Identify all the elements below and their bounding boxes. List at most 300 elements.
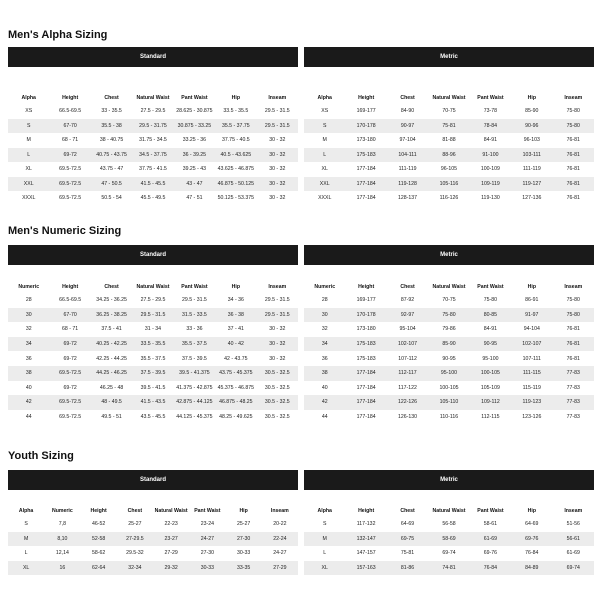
table-cell: 50.5 - 54 bbox=[91, 191, 132, 206]
table-row bbox=[8, 133, 298, 148]
table-cell: 123-126 bbox=[511, 410, 552, 425]
table-cell: 111-115 bbox=[511, 366, 552, 381]
table-cell: 87-92 bbox=[387, 293, 428, 308]
table-cell: 77-83 bbox=[553, 395, 594, 410]
table-cell: 70-75 bbox=[428, 104, 469, 119]
table-row bbox=[304, 561, 594, 576]
table-cell: 58-69 bbox=[428, 532, 469, 547]
column-header: Numeric bbox=[18, 283, 40, 290]
table-cell: 170-178 bbox=[345, 119, 386, 134]
table-cell: 78-84 bbox=[470, 119, 511, 134]
table-cell: 32 bbox=[8, 322, 49, 337]
table-cell: 42.25 - 44.25 bbox=[91, 351, 132, 366]
table-cell: 7,8 bbox=[44, 517, 80, 532]
table-cell: 107-112 bbox=[387, 351, 428, 366]
table-cell: 31.5 - 33.5 bbox=[174, 308, 215, 323]
column-header: Hip bbox=[527, 507, 536, 514]
table-cell: 157-163 bbox=[345, 561, 386, 576]
table-cell: 34 bbox=[8, 337, 49, 352]
column-header: Hip bbox=[231, 283, 240, 290]
table-cell: 116-126 bbox=[428, 191, 469, 206]
table-cell: 27-29.5 bbox=[117, 532, 153, 547]
table-cell: 75-80 bbox=[428, 308, 469, 323]
column-header: Pant Waist bbox=[194, 507, 221, 514]
table-cell: 69-72 bbox=[49, 381, 90, 396]
table-cell: 66.5-69.5 bbox=[49, 293, 90, 308]
table-band-title: Metric bbox=[304, 245, 594, 265]
table-row bbox=[8, 546, 298, 561]
table-cell: 40 bbox=[8, 381, 49, 396]
header-row bbox=[304, 67, 594, 104]
table-cell: 29.5-32 bbox=[117, 546, 153, 561]
table-cell: 37.5 - 39.5 bbox=[174, 351, 215, 366]
table-cell: 34 - 36 bbox=[215, 293, 256, 308]
table-cell: 119-123 bbox=[511, 395, 552, 410]
table-cell: M bbox=[304, 532, 345, 547]
table-cell: 86-91 bbox=[511, 293, 552, 308]
table-cell: 61-69 bbox=[553, 546, 594, 561]
table-cell: 76-81 bbox=[553, 351, 594, 366]
table-cell: 67-70 bbox=[49, 119, 90, 134]
table-cell: 22-24 bbox=[262, 532, 298, 547]
table-cell: 84-90 bbox=[387, 104, 428, 119]
column-header: Chest bbox=[104, 94, 119, 101]
table-cell: S bbox=[8, 517, 44, 532]
table-row bbox=[8, 561, 298, 576]
table-cell: 35.5 - 38 bbox=[91, 119, 132, 134]
table-row bbox=[8, 351, 298, 366]
table-cell: 30 bbox=[8, 308, 49, 323]
table-row bbox=[304, 532, 594, 547]
table-cell: 41.375 - 42.875 bbox=[174, 381, 215, 396]
table-cell: 58-61 bbox=[470, 517, 511, 532]
table-cell: XL bbox=[8, 561, 44, 576]
table-cell: 45.5 - 49.5 bbox=[132, 191, 173, 206]
table-cell: 30 - 32 bbox=[257, 177, 298, 192]
table-cell: 45.375 - 46.875 bbox=[215, 381, 256, 396]
table-cell: 100-105 bbox=[470, 366, 511, 381]
table-cell: 29.5 - 31.5 bbox=[257, 119, 298, 134]
table-cell: 51-56 bbox=[553, 517, 594, 532]
table-cell: 127-136 bbox=[511, 191, 552, 206]
table-cell: 112-117 bbox=[387, 366, 428, 381]
table-cell: XL bbox=[8, 162, 49, 177]
table-row bbox=[304, 366, 594, 381]
table-cell: 117-122 bbox=[387, 381, 428, 396]
table-cell: 95-100 bbox=[428, 366, 469, 381]
table-cell: 27-29 bbox=[262, 561, 298, 576]
table-cell: 33 - 36 bbox=[174, 322, 215, 337]
column-header: Natural Waist bbox=[432, 283, 466, 290]
column-header: Natural Waist bbox=[154, 507, 188, 514]
table-cell: 97-104 bbox=[387, 133, 428, 148]
column-header: Pant Waist bbox=[181, 283, 208, 290]
table-row bbox=[304, 337, 594, 352]
column-header: Chest bbox=[400, 507, 415, 514]
table-cell: 25-27 bbox=[117, 517, 153, 532]
table-row bbox=[8, 293, 298, 308]
table-cell: 119-130 bbox=[470, 191, 511, 206]
table-cell: L bbox=[304, 148, 345, 163]
column-header: Alpha bbox=[21, 94, 36, 101]
table-cell: 37.5 - 41 bbox=[91, 322, 132, 337]
table-cell: 24-27 bbox=[262, 546, 298, 561]
table-cell: 90-97 bbox=[387, 119, 428, 134]
table-cell: 28 bbox=[8, 293, 49, 308]
table-cell: 76-84 bbox=[470, 561, 511, 576]
mens-numeric-standard-table bbox=[8, 245, 298, 424]
table-row bbox=[8, 104, 298, 119]
table-cell: 76-81 bbox=[553, 337, 594, 352]
table-cell: S bbox=[304, 119, 345, 134]
table-cell: M bbox=[8, 532, 44, 547]
table-band-title: Standard bbox=[8, 245, 298, 265]
table-cell: 169-177 bbox=[345, 293, 386, 308]
table-cell: 46-52 bbox=[81, 517, 117, 532]
table-cell: L bbox=[304, 546, 345, 561]
table-cell: 102-107 bbox=[387, 337, 428, 352]
table-cell: 35.5 - 37.75 bbox=[215, 119, 256, 134]
column-header: Numeric bbox=[51, 507, 73, 514]
table-cell: 170-178 bbox=[345, 308, 386, 323]
column-header: Natural Waist bbox=[136, 94, 170, 101]
table-cell: 79-86 bbox=[428, 322, 469, 337]
table-cell: XXXL bbox=[8, 191, 49, 206]
table-cell: 29-32 bbox=[153, 561, 189, 576]
table-cell: 69-76 bbox=[511, 532, 552, 547]
mens-numeric-title: Men's Numeric Sizing bbox=[8, 225, 122, 237]
table-cell: 30 - 32 bbox=[257, 351, 298, 366]
column-header: Inseam bbox=[564, 94, 583, 101]
table-row bbox=[8, 337, 298, 352]
table-cell: 94-104 bbox=[511, 322, 552, 337]
table-cell: 30 - 32 bbox=[257, 191, 298, 206]
column-header: Numeric bbox=[314, 283, 336, 290]
youth-metric-table bbox=[304, 470, 594, 575]
table-cell: 33.5 - 35.5 bbox=[132, 337, 173, 352]
table-cell: 111-119 bbox=[511, 162, 552, 177]
table-cell: 47 - 51 bbox=[174, 191, 215, 206]
table-cell: 44.25 - 46.25 bbox=[91, 366, 132, 381]
table-cell: 64-69 bbox=[387, 517, 428, 532]
header-row bbox=[304, 265, 594, 293]
table-cell: 29.5 - 31.5 bbox=[257, 104, 298, 119]
table-cell: 175-183 bbox=[345, 337, 386, 352]
table-cell: XS bbox=[304, 104, 345, 119]
table-cell: 177-184 bbox=[345, 395, 386, 410]
table-cell: 76-81 bbox=[553, 148, 594, 163]
table-cell: S bbox=[8, 119, 49, 134]
table-cell: 76-81 bbox=[553, 162, 594, 177]
table-cell: 52-58 bbox=[81, 532, 117, 547]
table-row bbox=[304, 191, 594, 206]
column-header: Chest bbox=[400, 94, 415, 101]
table-row bbox=[8, 517, 298, 532]
table-cell: 29.5 - 31.75 bbox=[132, 119, 173, 134]
table-cell: XS bbox=[8, 104, 49, 119]
column-header: Natural Waist bbox=[432, 94, 466, 101]
table-cell: 69-72 bbox=[49, 148, 90, 163]
table-cell: 68 - 71 bbox=[49, 322, 90, 337]
table-cell: 177-184 bbox=[345, 410, 386, 425]
mens-alpha-metric-table bbox=[304, 47, 594, 206]
table-band-title: Metric bbox=[304, 47, 594, 67]
table-cell: 73-78 bbox=[470, 104, 511, 119]
table-cell: 22-23 bbox=[153, 517, 189, 532]
table-cell: M bbox=[8, 133, 49, 148]
table-cell: 43.75 - 47 bbox=[91, 162, 132, 177]
table-cell: 32 bbox=[304, 322, 345, 337]
table-cell: 88-96 bbox=[428, 148, 469, 163]
column-header: Alpha bbox=[317, 94, 332, 101]
table-cell: 76-81 bbox=[553, 133, 594, 148]
table-cell: 44 bbox=[8, 410, 49, 425]
table-cell: 36 bbox=[8, 351, 49, 366]
table-cell: 30.5 - 32.5 bbox=[257, 381, 298, 396]
table-cell: 69-72 bbox=[49, 337, 90, 352]
table-row bbox=[304, 162, 594, 177]
table-cell: 23-24 bbox=[189, 517, 225, 532]
table-cell: 30 - 32 bbox=[257, 133, 298, 148]
table-cell: 8,10 bbox=[44, 532, 80, 547]
table-row bbox=[304, 410, 594, 425]
table-cell: 84-91 bbox=[470, 322, 511, 337]
table-cell: 31.75 - 34.5 bbox=[132, 133, 173, 148]
column-header: Inseam bbox=[268, 94, 287, 101]
table-cell: 30.5 - 32.5 bbox=[257, 395, 298, 410]
table-cell: 69-74 bbox=[428, 546, 469, 561]
column-header: Natural Waist bbox=[136, 283, 170, 290]
table-cell: 117-132 bbox=[345, 517, 386, 532]
table-cell: 12,14 bbox=[44, 546, 80, 561]
table-cell: 173-180 bbox=[345, 322, 386, 337]
table-cell: 44 bbox=[304, 410, 345, 425]
table-cell: 40 - 42 bbox=[215, 337, 256, 352]
table-cell: 128-137 bbox=[387, 191, 428, 206]
column-header: Chest bbox=[400, 283, 415, 290]
table-cell: 30.5 - 32.5 bbox=[257, 366, 298, 381]
table-row bbox=[8, 532, 298, 547]
table-cell: 69.5-72.5 bbox=[49, 395, 90, 410]
table-cell: 90-95 bbox=[470, 337, 511, 352]
table-cell: 30.875 - 33.25 bbox=[174, 119, 215, 134]
table-cell: 96-105 bbox=[428, 162, 469, 177]
table-cell: 43.75 - 45.375 bbox=[215, 366, 256, 381]
table-cell: 75-80 bbox=[553, 119, 594, 134]
table-cell: 68 - 71 bbox=[49, 133, 90, 148]
table-cell: XXXL bbox=[304, 191, 345, 206]
table-cell: L bbox=[8, 148, 49, 163]
table-cell: 37.75 - 41.5 bbox=[132, 162, 173, 177]
column-header: Alpha bbox=[18, 507, 34, 514]
table-cell: 40 bbox=[304, 381, 345, 396]
table-cell: 46.875 - 48.25 bbox=[215, 395, 256, 410]
table-cell: 77-83 bbox=[553, 410, 594, 425]
column-header: Height bbox=[90, 507, 107, 514]
table-cell: 76-81 bbox=[553, 191, 594, 206]
mens-alpha-standard-table bbox=[8, 47, 298, 206]
table-cell: 28 bbox=[304, 293, 345, 308]
column-header: Inseam bbox=[564, 283, 583, 290]
table-cell: 177-184 bbox=[345, 162, 386, 177]
table-cell: 90-95 bbox=[428, 351, 469, 366]
table-cell: 46.25 - 48 bbox=[91, 381, 132, 396]
table-cell: 25-27 bbox=[226, 517, 262, 532]
table-row bbox=[304, 395, 594, 410]
table-cell: 64-69 bbox=[511, 517, 552, 532]
table-cell: 169-177 bbox=[345, 104, 386, 119]
table-cell: 119-128 bbox=[387, 177, 428, 192]
table-cell: 104-111 bbox=[387, 148, 428, 163]
table-cell: 77-83 bbox=[553, 381, 594, 396]
table-cell: 30 - 32 bbox=[257, 148, 298, 163]
table-cell: 37 - 41 bbox=[215, 322, 256, 337]
table-row bbox=[8, 162, 298, 177]
table-cell: 69.5-72.5 bbox=[49, 162, 90, 177]
table-cell: 56-58 bbox=[428, 517, 469, 532]
table-cell: 29.5 - 31.5 bbox=[257, 308, 298, 323]
column-header: Height bbox=[358, 283, 375, 290]
table-cell: 41.5 - 45.5 bbox=[132, 177, 173, 192]
table-cell: 27-30 bbox=[189, 546, 225, 561]
table-cell: 75-81 bbox=[387, 546, 428, 561]
table-cell: 75-80 bbox=[553, 293, 594, 308]
table-row bbox=[304, 104, 594, 119]
table-cell: 58-62 bbox=[81, 546, 117, 561]
table-row bbox=[8, 322, 298, 337]
table-cell: 112-115 bbox=[470, 410, 511, 425]
column-header: Chest bbox=[104, 283, 119, 290]
table-cell: 36 - 39.25 bbox=[174, 148, 215, 163]
column-header: Pant Waist bbox=[477, 94, 504, 101]
table-cell: 30.5 - 32.5 bbox=[257, 410, 298, 425]
table-cell: 84-89 bbox=[511, 561, 552, 576]
table-cell: 38 bbox=[304, 366, 345, 381]
table-cell: 76-81 bbox=[553, 177, 594, 192]
table-cell: L bbox=[8, 546, 44, 561]
table-cell: 27-30 bbox=[226, 532, 262, 547]
table-cell: 39.5 - 41.5 bbox=[132, 381, 173, 396]
table-cell: 42 - 43.75 bbox=[215, 351, 256, 366]
table-cell: 40.5 - 43.625 bbox=[215, 148, 256, 163]
table-cell: 102-107 bbox=[511, 337, 552, 352]
table-cell: XXL bbox=[8, 177, 49, 192]
table-cell: 92-97 bbox=[387, 308, 428, 323]
table-cell: 46.875 - 50.125 bbox=[215, 177, 256, 192]
table-cell: 35.5 - 37.5 bbox=[174, 337, 215, 352]
table-cell: 177-184 bbox=[345, 366, 386, 381]
column-header: Height bbox=[62, 94, 79, 101]
column-header: Pant Waist bbox=[477, 507, 504, 514]
table-cell: 96-103 bbox=[511, 133, 552, 148]
column-header: Chest bbox=[127, 507, 143, 514]
table-cell: 36.25 - 38.25 bbox=[91, 308, 132, 323]
table-cell: 69-72 bbox=[49, 351, 90, 366]
table-cell: 175-183 bbox=[345, 351, 386, 366]
table-cell: 81-88 bbox=[428, 133, 469, 148]
table-cell: 177-184 bbox=[345, 191, 386, 206]
table-cell: 122-126 bbox=[387, 395, 428, 410]
table-cell: 43.5 - 45.5 bbox=[132, 410, 173, 425]
table-cell: XXL bbox=[304, 177, 345, 192]
table-cell: 85-90 bbox=[511, 104, 552, 119]
table-cell: 75-80 bbox=[470, 293, 511, 308]
table-cell: 67-70 bbox=[49, 308, 90, 323]
table-cell: 110-116 bbox=[428, 410, 469, 425]
table-cell: 126-130 bbox=[387, 410, 428, 425]
table-cell: 119-127 bbox=[511, 177, 552, 192]
table-cell: 48 - 49.5 bbox=[91, 395, 132, 410]
table-cell: XL bbox=[304, 561, 345, 576]
table-cell: 23-27 bbox=[153, 532, 189, 547]
column-header: Inseam bbox=[268, 283, 287, 290]
table-cell: 31 - 34 bbox=[132, 322, 173, 337]
table-cell: 50.125 - 53.375 bbox=[215, 191, 256, 206]
table-cell: 30 - 32 bbox=[257, 322, 298, 337]
youth-standard-table bbox=[8, 470, 298, 575]
table-row bbox=[304, 119, 594, 134]
table-cell: 69-76 bbox=[470, 546, 511, 561]
table-cell: 80-85 bbox=[470, 308, 511, 323]
table-cell: 84-91 bbox=[470, 133, 511, 148]
table-row bbox=[304, 177, 594, 192]
table-cell: 33-35 bbox=[226, 561, 262, 576]
table-cell: 85-90 bbox=[428, 337, 469, 352]
column-header: Height bbox=[358, 94, 375, 101]
table-row bbox=[8, 410, 298, 425]
table-cell: 29.5 - 31.5 bbox=[174, 293, 215, 308]
table-cell: 173-180 bbox=[345, 133, 386, 148]
table-cell: 115-119 bbox=[511, 381, 552, 396]
table-cell: 37.75 - 40.5 bbox=[215, 133, 256, 148]
table-cell: 34 bbox=[304, 337, 345, 352]
table-row bbox=[304, 133, 594, 148]
table-row bbox=[8, 308, 298, 323]
table-cell: 103-111 bbox=[511, 148, 552, 163]
table-cell: 81-86 bbox=[387, 561, 428, 576]
table-cell: 49.5 - 51 bbox=[91, 410, 132, 425]
table-cell: 32-34 bbox=[117, 561, 153, 576]
table-cell: 39.5 - 41.375 bbox=[174, 366, 215, 381]
table-cell: 56-61 bbox=[553, 532, 594, 547]
table-cell: 147-157 bbox=[345, 546, 386, 561]
table-row bbox=[304, 322, 594, 337]
table-cell: 76-81 bbox=[553, 322, 594, 337]
table-cell: 28.625 - 30.875 bbox=[174, 104, 215, 119]
column-header: Alpha bbox=[317, 507, 332, 514]
table-cell: 95-100 bbox=[470, 351, 511, 366]
table-cell: 69.5-72.5 bbox=[49, 410, 90, 425]
table-cell: 40.75 - 43.75 bbox=[91, 148, 132, 163]
mens-alpha-title: Men's Alpha Sizing bbox=[8, 29, 108, 41]
table-cell: 35.5 - 37.5 bbox=[132, 351, 173, 366]
table-cell: 36 - 38 bbox=[215, 308, 256, 323]
column-header: Height bbox=[358, 507, 375, 514]
table-cell: 100-109 bbox=[470, 162, 511, 177]
table-cell: M bbox=[304, 133, 345, 148]
table-cell: 177-184 bbox=[345, 381, 386, 396]
table-cell: S bbox=[304, 517, 345, 532]
table-cell: 20-22 bbox=[262, 517, 298, 532]
table-cell: 90-96 bbox=[511, 119, 552, 134]
column-header: Natural Waist bbox=[432, 507, 466, 514]
table-cell: 33.5 - 35.5 bbox=[215, 104, 256, 119]
table-cell: 70-75 bbox=[428, 293, 469, 308]
table-row bbox=[304, 381, 594, 396]
column-header: Inseam bbox=[564, 507, 583, 514]
table-cell: 69-74 bbox=[553, 561, 594, 576]
table-cell: 27-29 bbox=[153, 546, 189, 561]
